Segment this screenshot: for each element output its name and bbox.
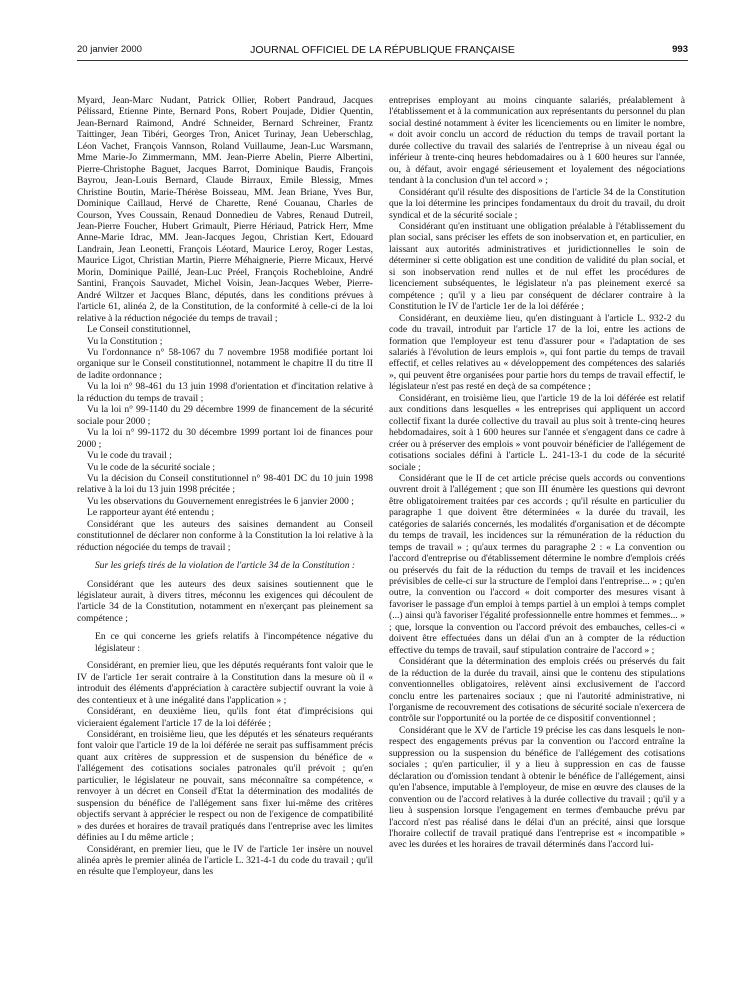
header-rule: [77, 60, 688, 61]
paragraph: Vu la Constitution ;: [87, 335, 163, 347]
paragraph: Considérant que les auteurs des deux saisines soutiennent que le législateur aurait, à divers titres, méconnu les exigences qui découlent de l'article 34 de la Constitution, notamment en n'exerçant pas pleinement sa compétence ;: [77, 578, 373, 624]
paragraph: Considérant, en premier lieu, que les députés requérants font valoir que le IV de l'article 1er serait contraire à la Constitution dans la mesure où il « introduit des éléments d'appréciation à caractère subjectif ouvrant la voie à des contentieux et à une inégalité dans l'application » ;: [77, 660, 373, 706]
page-header: [77, 44, 688, 60]
paragraph: Vu le code de la sécurité sociale ;: [87, 461, 216, 473]
issue-date: 20 janvier 2000: [77, 44, 142, 55]
paragraph: Vu l'ordonnance n° 58-1067 du 7 novembre 1958 modifiée portant loi organique sur le Conseil constitutionnel, notamment le chapitre II du titre II de ladite ordonnance ;: [77, 346, 373, 381]
paragraph: Le Conseil constitutionnel,: [87, 324, 191, 336]
paragraph: Considérant que les auteurs des saisines demandent au Conseil constitutionnel de déclarer non conforme à la Constitution la loi relative à la réduction négociée du temps de travail ;: [77, 518, 373, 553]
journal-title: JOURNAL OFFICIEL DE LA RÉPUBLIQUE FRANÇAISE: [250, 44, 515, 56]
section-heading: Sur les griefs tirés de la violation de l'article 34 de la Constitution :: [94, 560, 356, 572]
paragraph: Considérant qu'en instituant une obligation préalable à l'établissement du plan social, sans préciser les effets de son inobservation et, en particulier, en laissant aux autorités administratives et juridictionnelles le soin de déterminer si cette obligation est une condition de validité du plan social, et si son inobservation rend nulles et de nul effet les procédures de licenciement subséquentes, le législateur n'a pas pleinement exercé sa compétence ; qu'il y a lieu par conséquent de déclarer contraire à la Constitution le IV de l'article 1er de la loi déférée ;: [389, 220, 685, 313]
paragraph: Vu les observations du Gouvernement enregistrées le 6 janvier 2000 ;: [87, 495, 354, 507]
paragraph: Considérant que la détermination des emplois créés ou préservés du fait de la réduction de la durée du travail, ainsi que le contenu des stipulations conventionnelles obligatoires, relèvent ainsi exclusivement de l'accord conclu entre les partenaires sociaux ; que ni l'autorité administrative, ni l'organisme de recouvrement des cotisations de sécurité sociale n'exercera de contrôle sur l'opportunité ou la portée de ce dispositif conventionnel ;: [389, 656, 685, 725]
paragraph: Considérant, en deuxième lieu, qu'ils font état d'imprécisions qui vicieraient également l'article 17 de la loi déférée ;: [77, 706, 373, 729]
paragraph: Considérant, en troisième lieu, que l'article 19 de la loi déférée est relatif aux conditions dans lesquelles « les entreprises qui appliquent un accord collectif fixant la durée collective du travail au plus soit à trente-cinq heures hebdomadaires, soit à 1 600 heures sur l'année et s'engagent dans ce cadre à créer ou à préserver des emplois » vont pouvoir bénéficier de l'allégement de cotisations sociales défini à l'article L. 241-13-1 du code de la sécurité sociale ;: [389, 392, 685, 473]
paragraph: Vu la loi n° 99-1172 du 30 décembre 1999 portant loi de finances pour 2000 ;: [77, 427, 373, 450]
paragraph: Vu la décision du Conseil constitutionnel n° 98-401 DC du 10 juin 1998 relative à la loi du 13 juin 1998 précitée ;: [77, 472, 373, 496]
paragraph: entreprises employant au moins cinquante salariés, préalablement à l'établissement et à la communication aux représentants du personnel du plan social destiné notamment à éviter les licenciements ou en limiter le nombre, « doit avoir conclu un accord de réduction du temps de travail portant la durée collective du travail des salariés de l'entreprise à un niveau égal ou inférieur à trente-cinq heures hebdomadaires ou à 1 600 heures sur l'année, ou, à défaut, avoir engagé sérieusement et loyalement des négociations tendant à la conclusion d'un tel accord » ;: [389, 95, 685, 187]
paragraph: Considérant que le II de cet article précise quels accords ou conventions ouvrent droit à l'allégement ; que son III énumère les questions qui devront être obligatoirement traitées par ces accords ; qu'il résulte en particulier du paragraphe 1 que doivent être déterminées « la durée du travail, les catégories de salariés concernés, les modalités d'organisation et de décompte du temps de travail, les incidences sur la rémunération de la réduction du temps de travail » ; qu'aux termes du paragraphe 2 : « La convention ou l'accord d'entreprise ou d'établissement détermine le nombre d'emplois créés ou préservés du fait de la réduction du temps de travail et les incidences prévisibles de celle-ci sur la structure de l'emploi dans l'entreprise... » ; qu'en outre, la convention ou l'accord « doit comporter des mesures visant à favoriser le passage d'un emploi à temps partiel à un emploi à temps complet (...) ainsi qu'à favoriser l'égalité professionnelle entre hommes et femmes... » ; que, lorsque la convention ou l'accord prévoit des embauches, celles-ci « doivent être effectuées dans un délai d'un an à compter de la réduction effective du temps de travail, sauf stipulation contraire de l'accord » ;: [389, 472, 685, 656]
paragraph: Vu le code du travail ;: [87, 450, 172, 462]
paragraph: Considérant qu'il résulte des dispositions de l'article 34 de la Constitution que la loi détermine les principes fondamentaux du droit du travail, du droit syndical et de la sécurité sociale ;: [389, 186, 685, 221]
paragraph: Myard, Jean-Marc Nudant, Patrick Ollier, Robert Pandraud, Jacques Pélissard, Etienne Pinte, Bernard Pons, Robert Poujade, Didier Quentin, Jean-Bernard Raimond, André Schneider, Bernard Schreiner, Frantz Taittinger, Jean Tibéri, Georges Tron, Anicet Turinay, Jean Ueberschlag, Léon Vachet, François Vannson, Roland Vuillaume, Jean-Luc Warsmann, Mme Marie-Jo Zimmermann, MM. Jean-Pierre Abelin, Pierre Albertini, Pierre-Christophe Baguet, Jacques Barrot, Dominique Baudis, François Bayrou, Jean-Louis Bernard, Claude Birraux, Emile Blessig, Mmes Christine Boutin, Marie-Thérèse Boisseau, MM. Jean Briane, Yves Bur, Dominique Caillaud, Hervé de Charette, René Couanau, Charles de Courson, Yves Coussain, Renaud Donnedieu de Vabres, Renaud Dutreil, Jean-Pierre Foucher, Hubert Grimault, Pierre Hériaud, Patrick Herr, Mme Anne-Marie Idrac, MM. Jean-Jacques Jegou, Christian Kert, Edouard Landrain, Jean Leonetti, François Léotard, Maurice Leroy, Roger Lestas, Maurice Ligot, Christian Martin, Pierre Méhaignerie, Pierre Micaux, Hervé Morin, Dominique Paillé, Jean-Luc Préel, François Rochebloine, André Santini, François Sauvadet, Michel Voisin, Jean-Jacques Weber, Pierre-André Wiltzer et Jacques Blanc, députés, dans les conditions prévues à l'article 61, alinéa 2, de la Constitution, de la conformité à celle-ci de la loi relative à la réduction négociée du temps de travail ;: [77, 95, 373, 324]
subsection-heading: En ce qui concerne les griefs relatifs à l'incompétence négative du législateur :: [95, 631, 373, 654]
paragraph: Considérant que le XV de l'article 19 précise les cas dans lesquels le non-respect des engagements prévus par la convention ou l'accord entraîne la suppression ou la suspension du bénéfice de l'allégement des cotisations sociales ; qu'en particulier, il y a lieu à suppression en cas de fausse déclaration ou d'omission tendant à obtenir le bénéfice de l'allégement, ainsi qu'en l'absence, imputable à l'employeur, de mise en œuvre des clauses de la convention ou de l'accord relatives à la durée collective du travail ; qu'il y a lieu à suspension lorsque l'engagement en termes d'embauche prévu par l'accord n'est pas réalisé dans le délai d'un an précité, ainsi que lorsque l'horaire collectif de travail pratiqué dans l'entreprise est « incompatible » avec les durées et les horaires de travail déterminés dans l'accord lui-: [389, 724, 685, 851]
paragraph: Considérant, en premier lieu, que le IV de l'article 1er insère un nouvel alinéa après le premier alinéa de l'article L. 321-4-1 du code du travail ; qu'il en résulte que l'employeur, dans les: [77, 843, 373, 878]
paragraph: Considérant, en deuxième lieu, qu'en distinguant à l'article L. 932-2 du code du travail, introduit par l'article 17 de la loi, entre les actions de formation que l'employeur est tenu d'assurer pour « l'adaptation de ses salariés à l'évolution de leurs emplois », qui font partie du temps de travail effectif, et celles relatives au « développement des compétences des salariés », qui peuvent être organisées pour partie hors du temps de travail effectif, le législateur n'est pas resté en deçà de sa compétence ;: [389, 312, 685, 393]
left-column: [77, 95, 373, 878]
page-number: 993: [672, 44, 688, 55]
paragraph: Le rapporteur ayant été entendu ;: [87, 507, 215, 519]
paragraph: Considérant, en troisième lieu, que les députés et les sénateurs requérants font valoir que l'article 19 de la loi déférée ne serait pas suffisamment précis quant aux critères de suppression et de suspension du bénéfice de « l'allégement des cotisations sociales patronales qu'il prévoit ; qu'en particulier, le législateur ne pouvait, sans méconnaître sa compétence, « renvoyer à un décret en Conseil d'Etat la détermination des modalités de suspension du bénéfice de l'allégement sans fixer lui-même des critères objectifs servant à apprécier le respect ou non de l'exigence de compatibilité » des durées et horaires de travail pratiqués dans l'entreprise avec les limites définies au I du même article ;: [77, 729, 373, 844]
paragraph: Vu la loi n° 99-1140 du 29 décembre 1999 de financement de la sécurité sociale pour 2000 ;: [77, 404, 373, 427]
paragraph: Vu la loi n° 98-461 du 13 juin 1998 d'orientation et d'incitation relative à la réduction du temps de travail ;: [77, 381, 373, 404]
right-column: [389, 95, 685, 851]
